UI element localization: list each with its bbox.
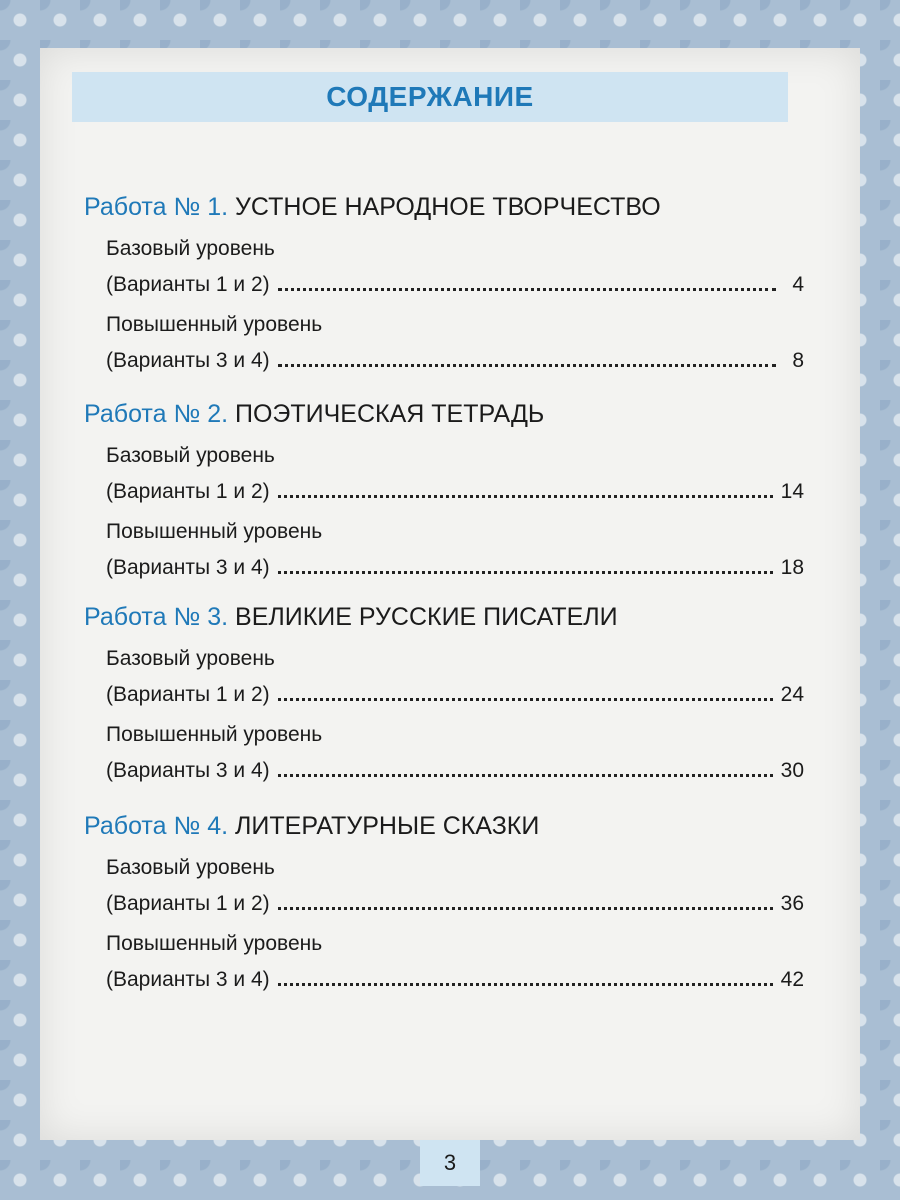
page-ref: 18 — [780, 556, 804, 579]
dot-leader — [278, 364, 776, 367]
page-ref: 42 — [780, 968, 804, 991]
variants-label: (Варианты 3 и 4) — [106, 556, 270, 579]
level-label: Повышенный уровень — [106, 723, 323, 746]
page-number: 3 — [443, 1150, 457, 1175]
variants-label: (Варианты 3 и 4) — [106, 759, 270, 782]
section-number: Работа № 4. — [84, 812, 229, 840]
page-ref: 24 — [780, 683, 804, 706]
page-ref: 14 — [780, 480, 804, 503]
level-label: Базовый уровень — [106, 647, 275, 670]
toc-entry[interactable] — [106, 477, 804, 507]
section-name: УСТНОЕ НАРОДНОЕ ТВОРЧЕСТВО — [235, 193, 661, 221]
section-heading — [84, 400, 804, 429]
variants-label: (Варианты 3 и 4) — [106, 349, 270, 372]
section-number: Работа № 3. — [84, 603, 229, 631]
page-title: СОДЕРЖАНИЕ — [326, 81, 534, 112]
title-band — [72, 72, 788, 122]
dot-leader — [278, 288, 776, 291]
toc-entry[interactable] — [106, 346, 804, 376]
toc-entry[interactable] — [106, 680, 804, 710]
level-label: Повышенный уровень — [106, 932, 323, 955]
toc-entry[interactable] — [106, 889, 804, 919]
dot-leader — [278, 907, 773, 910]
variants-label: (Варианты 1 и 2) — [106, 480, 270, 503]
toc-entry[interactable] — [106, 270, 804, 300]
toc-section-3 — [84, 603, 804, 786]
toc-entry[interactable] — [106, 965, 804, 995]
section-name: ВЕЛИКИЕ РУССКИЕ ПИСАТЕЛИ — [235, 603, 618, 631]
section-name: ЛИТЕРАТУРНЫЕ СКАЗКИ — [235, 812, 540, 840]
page-ref: 4 — [792, 273, 804, 296]
page-ref: 36 — [780, 892, 804, 915]
toc-entry[interactable] — [106, 756, 804, 786]
dot-leader — [278, 698, 773, 701]
dot-leader — [278, 774, 773, 777]
dot-leader — [278, 495, 773, 498]
section-heading — [84, 603, 804, 632]
variants-label: (Варианты 3 и 4) — [106, 968, 270, 991]
section-name: ПОЭТИЧЕСКАЯ ТЕТРАДЬ — [235, 400, 545, 428]
section-number: Работа № 1. — [84, 193, 229, 221]
dot-leader — [278, 571, 773, 574]
page-ref: 8 — [792, 349, 804, 372]
toc-section-1 — [84, 193, 804, 376]
section-number: Работа № 2. — [84, 400, 229, 428]
section-heading — [84, 812, 804, 841]
level-label: Повышенный уровень — [106, 520, 323, 543]
toc-entry[interactable] — [106, 553, 804, 583]
level-label: Базовый уровень — [106, 444, 275, 467]
toc-section-2 — [84, 400, 804, 583]
page-ref: 30 — [780, 759, 804, 782]
variants-label: (Варианты 1 и 2) — [106, 273, 270, 296]
level-label: Базовый уровень — [106, 856, 275, 879]
toc-section-4 — [84, 812, 804, 995]
level-label: Повышенный уровень — [106, 313, 323, 336]
level-label: Базовый уровень — [106, 237, 275, 260]
dot-leader — [278, 983, 773, 986]
variants-label: (Варианты 1 и 2) — [106, 892, 270, 915]
section-heading — [84, 193, 804, 222]
variants-label: (Варианты 1 и 2) — [106, 683, 270, 706]
